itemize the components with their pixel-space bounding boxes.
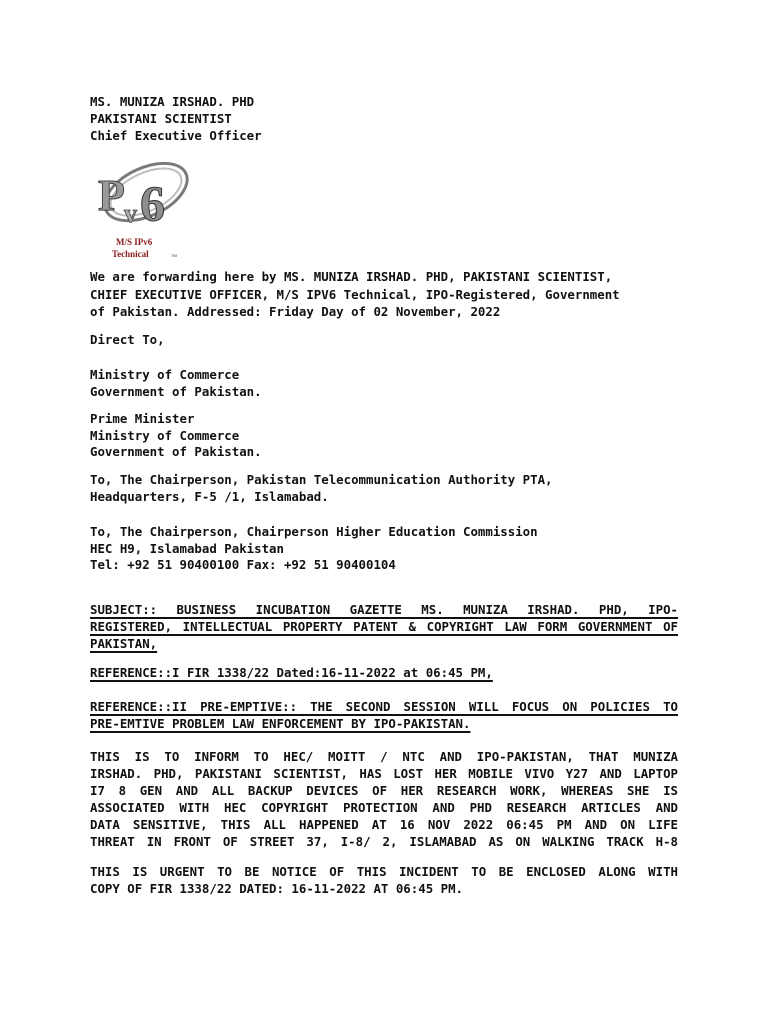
recipient-1-line-1: Ministry of Commerce — [90, 367, 240, 382]
svg-text:6: 6 — [140, 175, 165, 231]
subject-line-1: SUBJECT:: BUSINESS INCUBATION GAZETTE MS. MUNIZA IRSHAD. PHD, IPO- — [90, 602, 678, 617]
body-paragraph-1 — [90, 748, 678, 850]
recipient-3-line-1: To, The Chairperson, Pakistan Telecommunication Authority PTA, — [90, 472, 553, 487]
sender-name: MS. MUNIZA IRSHAD. PHD — [90, 94, 255, 109]
subject-line-3: PAKISTAN, — [90, 636, 158, 651]
ipv6-logo — [88, 156, 200, 264]
recipient-2-line-2: Ministry of Commerce — [90, 428, 240, 443]
body-1-line-3: I7 8 GEN AND ALL BACKUP DEVICES OF HER RESEARCH WORK, WHEREAS SHE IS — [90, 783, 678, 798]
body-2-line-1: THIS IS URGENT TO BE NOTICE OF THIS INCIDENT TO BE ENCLOSED ALONG WITH — [90, 864, 678, 879]
body-paragraph-2 — [90, 863, 678, 897]
recipient-4-line-3: Tel: +92 51 90400100 Fax: +92 51 90400104 — [90, 557, 396, 572]
reference-2 — [90, 698, 678, 732]
recipient-3-line-2: Headquarters, F-5 /1, Islamabad. — [90, 489, 329, 504]
recipient-4-line-2: HEC H9, Islamabad Pakistan — [90, 541, 284, 556]
logo-text-line1: M/S IPv6 — [116, 237, 153, 247]
logo-text-line2: Technical — [112, 249, 149, 259]
intro-line-2: CHIEF EXECUTIVE OFFICER, M/S IPV6 Technical, IPO-Registered, Government — [90, 287, 620, 302]
body-1-line-2: IRSHAD. PHD, PAKISTANI SCIENTIST, HAS LOST HER MOBILE VIVO Y27 AND LAPTOP — [90, 766, 678, 781]
svg-text:v: v — [124, 199, 137, 228]
body-1-line-4: ASSOCIATED WITH HEC COPYRIGHT PROTECTION AND PHD RESEARCH ARTICLES AND — [90, 800, 678, 815]
reference-1: REFERENCE::I FIR 1338/22 Dated:16-11-2022 at 06:45 PM, — [90, 665, 493, 680]
svg-text:P: P — [98, 171, 125, 220]
body-2-line-2: COPY OF FIR 1338/22 DATED: 16-11-2022 AT 06:45 PM. — [90, 881, 463, 896]
recipient-4-line-1: To, The Chairperson, Chairperson Higher Education Commission — [90, 524, 538, 539]
reference-2-line-2: PRE-EMTIVE PROBLEM LAW ENFORCEMENT BY IPO-PAKISTAN. — [90, 716, 471, 731]
recipient-2-line-1: Prime Minister — [90, 411, 195, 426]
sender-role: Chief Executive Officer — [90, 128, 262, 143]
recipient-2-line-3: Government of Pakistan. — [90, 444, 262, 459]
direct-to: Direct To, — [90, 332, 165, 347]
body-1-line-6: THREAT IN FRONT OF STREET 37, I-8/ 2, ISLAMABAD AS ON WALKING TRACK H-8 — [90, 834, 678, 849]
body-1-line-5: DATA SENSITIVE, THIS ALL HAPPENED AT 16 NOV 2022 06:45 PM AND ON LIFE — [90, 817, 678, 832]
logo-tm: TM — [171, 253, 177, 258]
intro-line-1: We are forwarding here by MS. MUNIZA IRSHAD. PHD, PAKISTANI SCIENTIST, — [90, 269, 613, 284]
recipient-1-line-2: Government of Pakistan. — [90, 384, 262, 399]
sender-title: PAKISTANI SCIENTIST — [90, 111, 232, 126]
subject — [90, 601, 678, 652]
subject-line-2: REGISTERED, INTELLECTUAL PROPERTY PATENT & COPYRIGHT LAW FORM GOVERNMENT OF — [90, 619, 678, 634]
reference-2-line-1: REFERENCE::II PRE-EMPTIVE:: THE SECOND SESSION WILL FOCUS ON POLICIES TO — [90, 699, 678, 714]
body-1-line-1: THIS IS TO INFORM TO HEC/ MOITT / NTC AND IPO-PAKISTAN, THAT MUNIZA — [90, 749, 678, 764]
intro-line-3: of Pakistan. Addressed: Friday Day of 02 November, 2022 — [90, 304, 501, 319]
